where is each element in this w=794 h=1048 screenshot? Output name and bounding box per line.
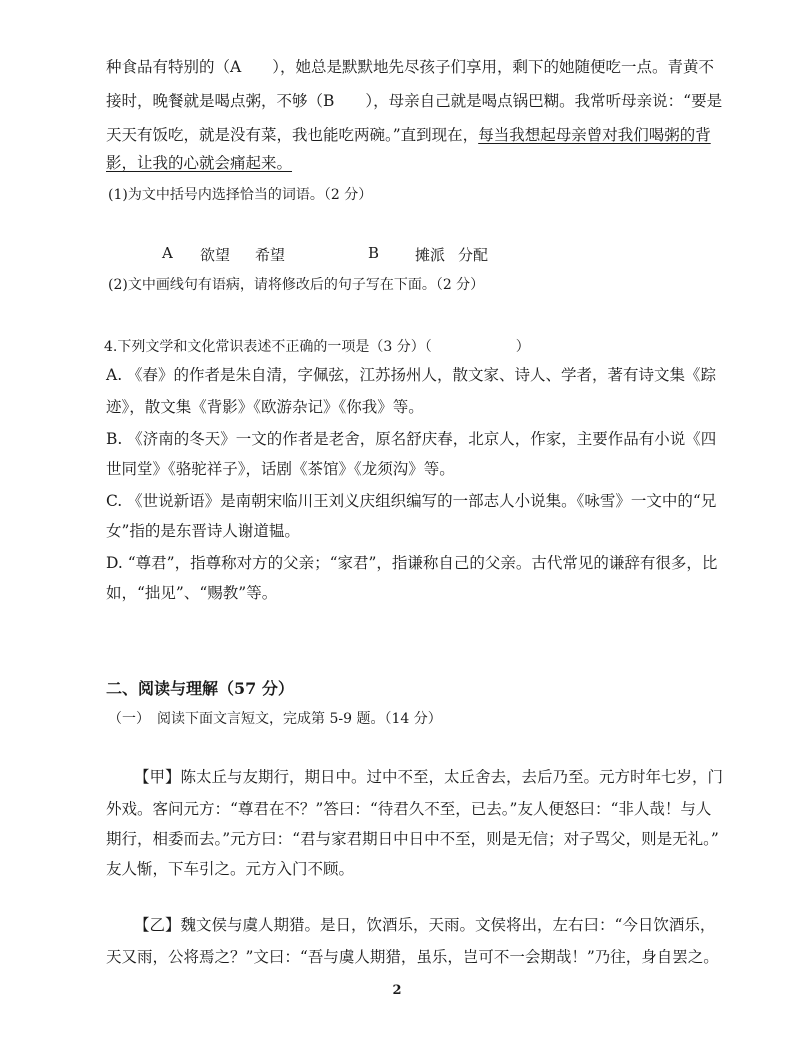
q3-option-a-label: A bbox=[162, 244, 173, 262]
underlined-sentence-start: 每当我想起母亲曾对我们喝粥的背 bbox=[478, 126, 711, 144]
q3-option-a-word2: 希望 bbox=[255, 246, 286, 264]
q4-option-a-line-2: 迹》，散文集《背影》《欧游杂记》《你我》等。 bbox=[106, 398, 424, 416]
jia-line-1: 【甲】陈太丘与友期行，期日中。过中不至，太丘舍去，去后乃至。元方时年七岁，门 bbox=[134, 768, 724, 786]
q4-option-c-line-1: C. 《世说新语》是南朝宋临川王刘义庆组织编写的一部志人小说集。《咏雪》一文中的“兄 bbox=[106, 492, 717, 510]
underlined-sentence-end: 影，让我的心就会痛起来。 bbox=[106, 154, 293, 172]
q4-option-a-line-1: A. 《春》的作者是朱自清，字佩弦，江苏扬州人，散文家、诗人、学者，著有诗文集《踪 bbox=[106, 366, 717, 384]
jia-line-3: 期行，相委而去。”元方曰：“君与家君期日中日中不至，则是无信；对子骂父，则是无礼。” bbox=[106, 830, 719, 848]
jia-line-4: 友人惭，下车引之。元方入门不顾。 bbox=[106, 860, 355, 878]
passage-line-2: 接时，晚餐就是喝点粥，不够（B ），母亲自己就是喝点锅巴糊。我常听母亲说：“要是 bbox=[106, 92, 723, 110]
q3-option-b-word2: 分配 bbox=[458, 246, 489, 264]
q3-option-a-word1: 欲望 bbox=[200, 246, 231, 264]
section-part-1-instruction: （一） 阅读下面文言短文，完成第 5-9 题。（14 分） bbox=[108, 711, 442, 727]
q4-option-d-line-1: D. “尊君”，指尊称对方的父亲；“家君”，指谦称自己的父亲。古代常见的谦辞有很多，比 bbox=[106, 554, 718, 572]
q4-option-b-line-1: B. 《济南的冬天》一文的作者是老舍，原名舒庆春，北京人，作家，主要作品有小说《四 bbox=[106, 430, 717, 448]
q3-sub1: (1)为文中括号内选择恰当的词语。（2 分） bbox=[108, 187, 373, 203]
page-number: 2 bbox=[392, 983, 402, 998]
yi-line-1: 【乙】魏文侯与虞人期猎。是日，饮酒乐，天雨。文侯将出，左右曰：“今日饮酒乐， bbox=[134, 916, 716, 934]
section-heading: 二、阅读与理解（57 分） bbox=[106, 679, 294, 698]
yi-line-2: 天又雨，公将焉之？”文曰：“吾与虞人期猎，虽乐，岂可不一会期哉！”乃往，身自罢之。 bbox=[106, 948, 719, 966]
q3-option-b-label: B bbox=[368, 244, 380, 262]
jia-line-2: 外戏。客问元方：“尊君在不？”答曰：“待君久不至，已去。”友人便怒曰：“非人哉！与人 bbox=[106, 800, 712, 818]
q4-option-d-line-2: 如，“拙见”、“赐教”等。 bbox=[106, 584, 278, 602]
q3-option-b-word1: 摊派 bbox=[415, 246, 446, 264]
q4-option-b-line-2: 世同堂》《骆驼祥子》，话剧《茶馆》《龙须沟》等。 bbox=[106, 460, 455, 478]
passage-line-4 bbox=[106, 152, 686, 174]
q4-stem: 4.下列文学和文化常识表述不正确的一项是（3 分）（ ） bbox=[104, 339, 530, 355]
passage-line-1: 种食品有特别的（A ），她总是默默地先尽孩子们享用，剩下的她随便吃一点。青黄不 bbox=[106, 58, 714, 76]
q3-sub2: (2)文中画线句有语病，请将修改后的句子写在下面。（2 分） bbox=[108, 277, 485, 293]
passage-line-3 bbox=[106, 124, 711, 146]
q4-option-c-line-2: 女”指的是东晋诗人谢道韫。 bbox=[106, 522, 300, 540]
passage-line-3-start: 天天有饭吃，就是没有菜，我也能吃两碗。”直到现在， bbox=[106, 126, 479, 144]
